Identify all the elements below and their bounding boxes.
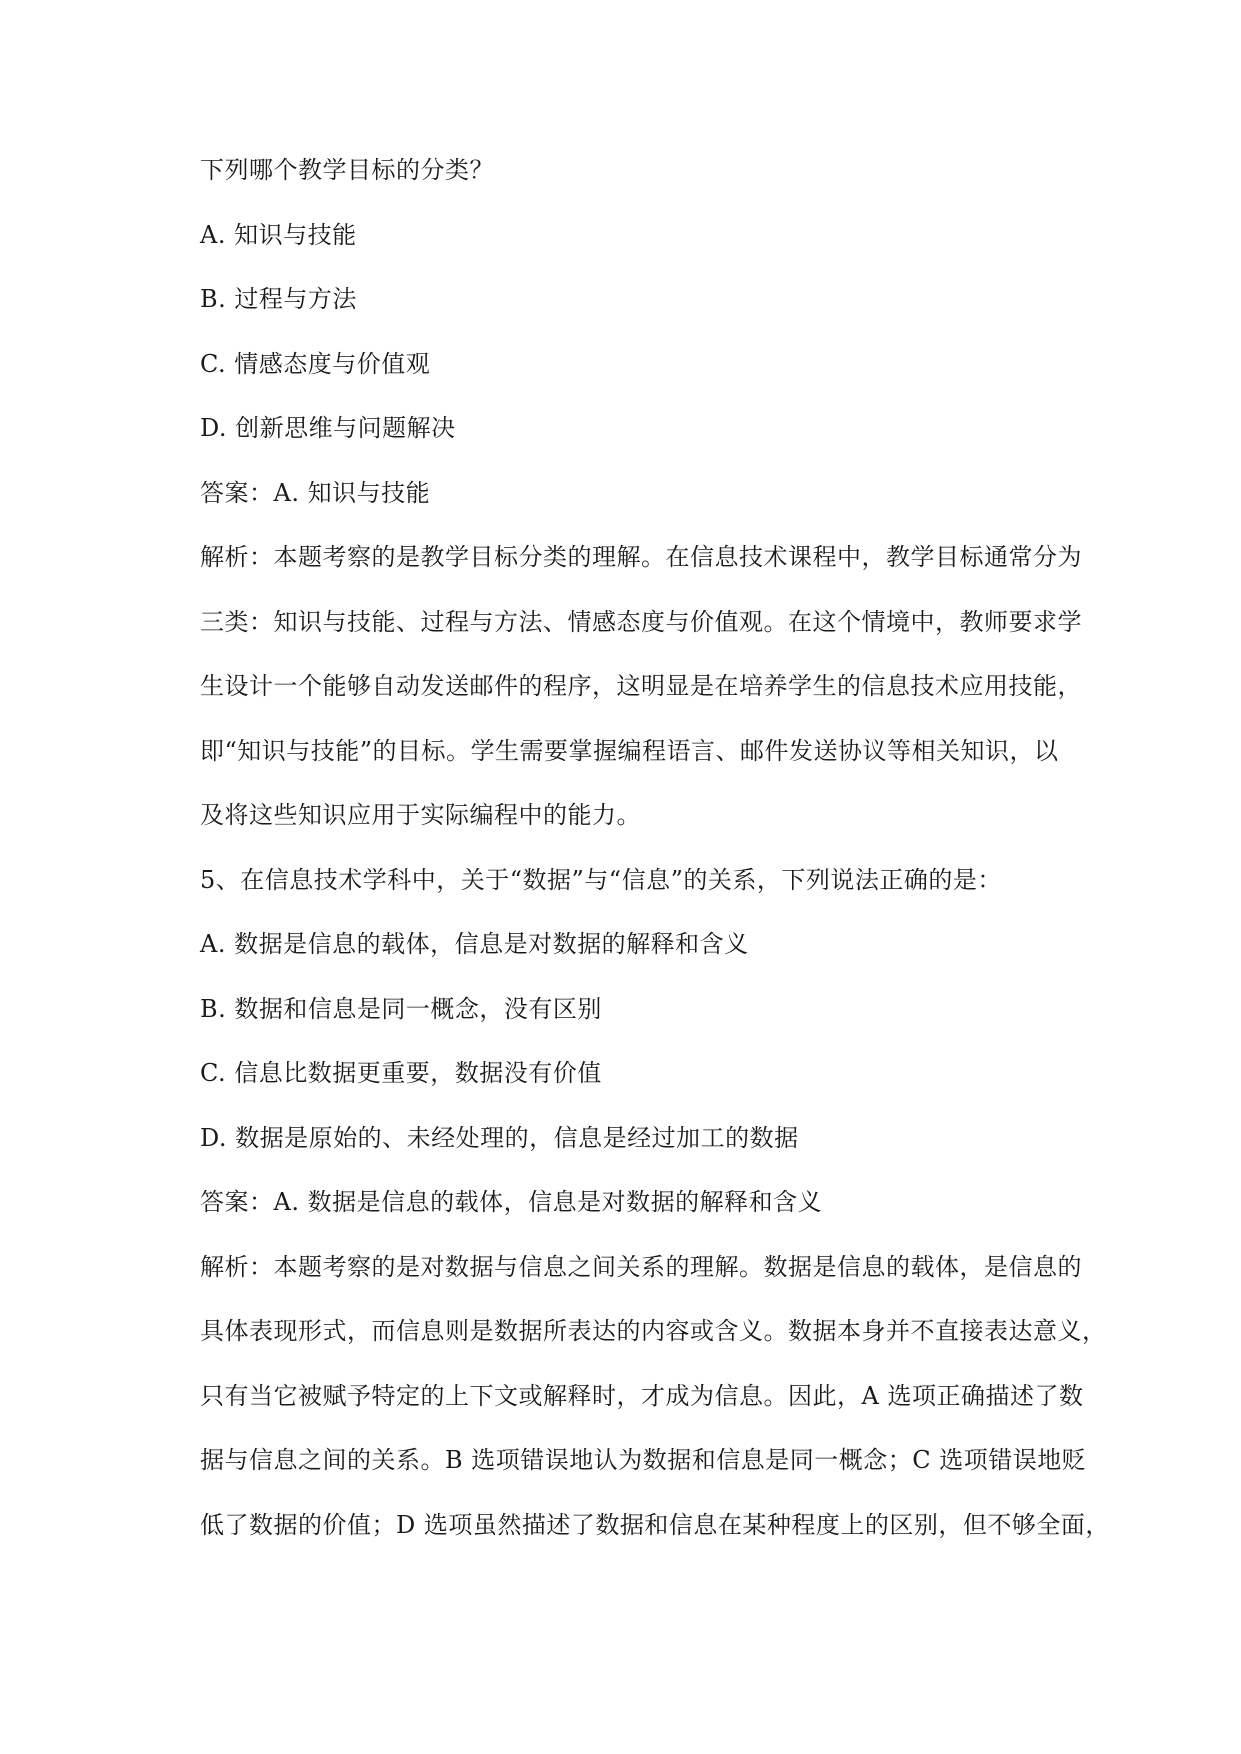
option-d: D. 创新思维与问题解决 bbox=[200, 414, 456, 442]
analysis-line: 低了数据的价值；D 选项虽然描述了数据和信息在某种程度上的区别，但不够全面， bbox=[200, 1510, 1110, 1539]
analysis-line: 生设计一个能够自动发送邮件的程序，这明显是在培养学生的信息技术应用技能， bbox=[200, 672, 1082, 700]
option-b: B. 过程与方法 bbox=[200, 285, 357, 313]
analysis-line: 解析：本题考察的是教学目标分类的理解。在信息技术课程中，教学目标通常分为 bbox=[200, 543, 1082, 571]
answer-line: 答案：A. 知识与技能 bbox=[200, 478, 431, 507]
option-a: A. 知识与技能 bbox=[200, 220, 357, 249]
option-c: C. 情感态度与价值观 bbox=[200, 349, 431, 378]
question-stem: 5、在信息技术学科中，关于“数据”与“信息”的关系，下列说法正确的是： bbox=[200, 865, 1002, 894]
answer-line: 答案：A. 数据是信息的载体，信息是对数据的解释和含义 bbox=[200, 1188, 823, 1216]
option-a: A. 数据是信息的载体，信息是对数据的解释和含义 bbox=[200, 930, 749, 958]
option-d: D. 数据是原始的、未经处理的，信息是经过加工的数据 bbox=[200, 1123, 799, 1152]
analysis-line: 即“知识与技能”的目标。学生需要掌握编程语言、邮件发送协议等相关知识，以 bbox=[200, 736, 1059, 765]
analysis-line: 及将这些知识应用于实际编程中的能力。 bbox=[200, 801, 641, 829]
analysis-line: 只有当它被赋予特定的上下文或解释时，才成为信息。因此，A 选项正确描述了数 bbox=[200, 1381, 1084, 1410]
option-c: C. 信息比数据更重要，数据没有价值 bbox=[200, 1059, 602, 1087]
analysis-line: 具体表现形式，而信息则是数据所表达的内容或含义。数据本身并不直接表达意义， bbox=[200, 1317, 1107, 1345]
option-b: B. 数据和信息是同一概念，没有区别 bbox=[200, 994, 602, 1023]
question-stem: 下列哪个教学目标的分类？ bbox=[200, 156, 494, 184]
analysis-line: 解析：本题考察的是对数据与信息之间关系的理解。数据是信息的载体，是信息的 bbox=[200, 1252, 1082, 1281]
analysis-line: 三类：知识与技能、过程与方法、情感态度与价值观。在这个情境中，教师要求学 bbox=[200, 607, 1082, 636]
analysis-line: 据与信息之间的关系。B 选项错误地认为数据和信息是同一概念；C 选项错误地贬 bbox=[200, 1446, 1087, 1474]
document-body bbox=[200, 138, 1110, 1557]
